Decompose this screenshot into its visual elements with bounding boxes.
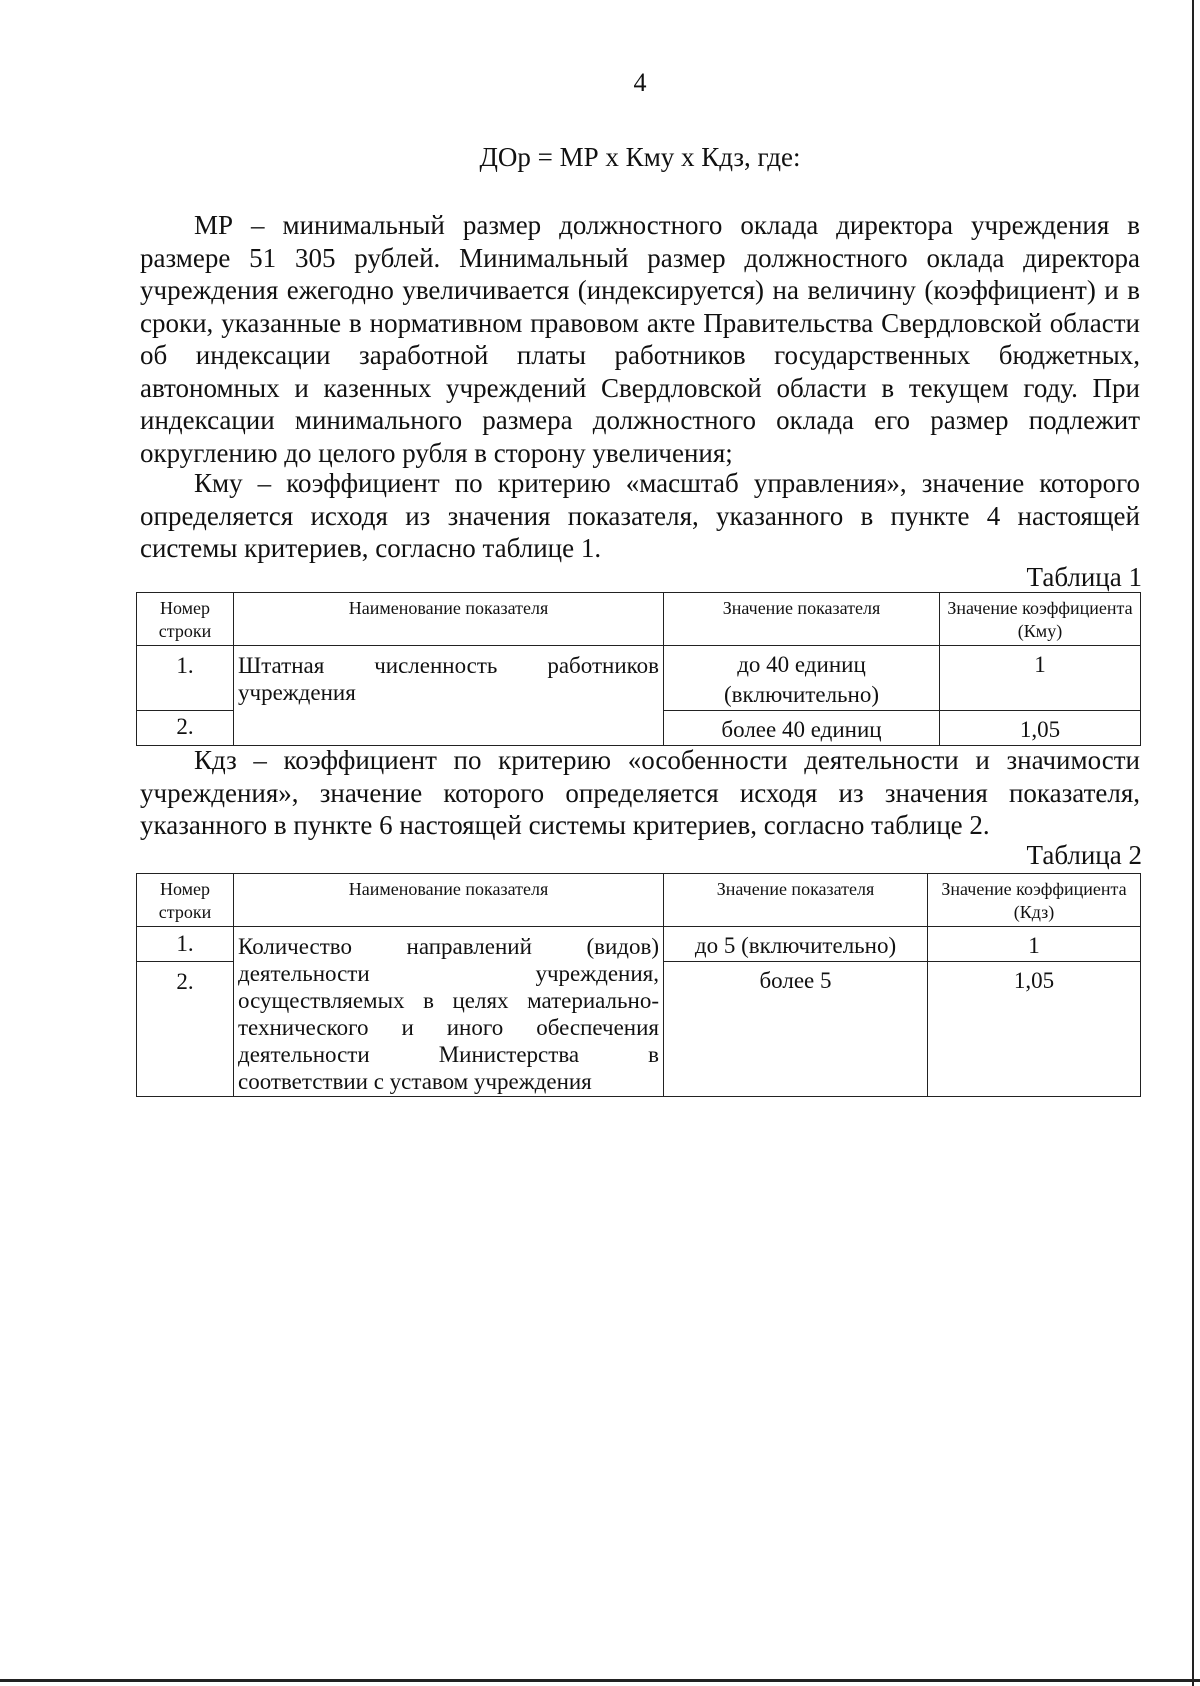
scan-edge-right [1192,0,1194,1686]
indicator-value: более 40 единиц [664,711,940,746]
header-indicator-name: Наименование показателя [234,874,664,927]
table-2 [136,873,1141,1097]
paragraph-kdz: Кдз – коэффициент по критерию «особенности деятельности и значимости учреждения», значение которого определяется исходя из значения показателя, указанного в пункте 6 настоящей системы критериев, согласно таблице 2. [140,745,1140,840]
paragraph-kmu: Кму – коэффициент по критерию «масштаб управления», значение которого определяется исходя из значения показателя, указанного в пункте 4 настоящей системы критериев, согласно таблице 1. [140,468,1140,563]
indicator-value: до 5 (включительно) [664,927,928,962]
formula: ДОр = МР х Кму х Кдз, где: [479,142,801,172]
indicator-name: Количество направлений (видов) деятельности учреждения, осуществляемых в целях материально-технического и иного обеспечения деятельности Министерства в соответствии с уставом учреждения [234,927,664,1097]
header-indicator-value: Значение показателя [664,874,928,927]
row-number: 2. [137,962,234,1097]
table-row [137,927,1141,962]
scan-edge-bottom [0,1679,1200,1682]
header-indicator-name: Наименование показателя [234,593,664,646]
table-1 [136,592,1141,746]
row-number: 2. [137,711,234,746]
coefficient-value: 1 [928,927,1141,962]
coefficient-value: 1,05 [928,962,1141,1097]
page-number: 4 [633,68,647,97]
header-row-number: Номер строки [137,874,234,927]
row-number: 1. [137,646,234,711]
table-header-row [137,593,1141,646]
indicator-value: более 5 [664,962,928,1097]
header-coefficient: Значение коэффициента (Кдз) [928,874,1141,927]
coefficient-value: 1,05 [940,711,1141,746]
table-header-row [137,874,1141,927]
table-1-caption: Таблица 1 [1026,562,1142,592]
table-row [137,646,1141,711]
header-row-number: Номер строки [137,593,234,646]
indicator-value: до 40 единиц (включительно) [664,646,940,711]
header-coefficient: Значение коэффициента (Кму) [940,593,1141,646]
row-number: 1. [137,927,234,962]
indicator-name: Штатная численность работников учреждения [234,646,664,746]
table-2-caption: Таблица 2 [1026,840,1142,870]
coefficient-value: 1 [940,646,1141,711]
header-indicator-value: Значение показателя [664,593,940,646]
paragraph-mr: МР – минимальный размер должностного оклада директора учреждения в размере 51 305 рублей. Минимальный размер должностного оклада директора учреждения ежегодно увеличивается (индексируется) на величину (коэффициент) и в сроки, указанные в нормативном правовом акте Правительства Свердловской области об индексации заработной платы работников государственных бюджетных, автономных и казенных учреждений Свердловской области в текущем году. При индексации минимального размера должностного оклада его размер подлежит округлению до целого рубля в сторону увеличения; [140,210,1140,468]
